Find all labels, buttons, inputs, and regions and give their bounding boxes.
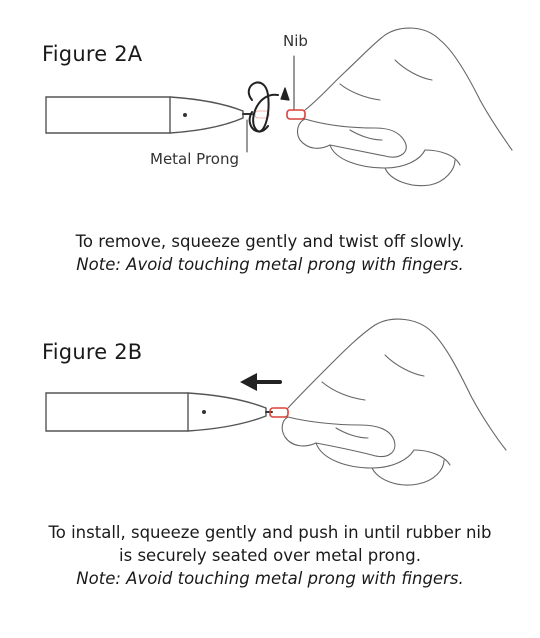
hand-figure-2a (298, 28, 512, 186)
install-instruction-line-1: To install, squeeze gently and push in until rubber nib (48, 523, 492, 542)
twist-arrow-icon (249, 82, 289, 131)
figure-2b-title: Figure 2B (42, 340, 143, 364)
pen-figure-2b (46, 393, 266, 431)
rubber-nib-2a (287, 110, 305, 119)
install-instruction-line-2: is securely seated over metal prong. (119, 546, 421, 565)
metal-prong-label: Metal Prong (150, 150, 240, 168)
figure-2a-title: Figure 2A (42, 42, 143, 66)
figure-2a-caption (0, 230, 540, 276)
figure-2b-caption (0, 521, 540, 590)
nib-label: Nib (283, 32, 308, 50)
figure-2a-note: Note: Avoid touching metal prong with fingers. (76, 255, 464, 274)
push-arrow-icon (240, 373, 280, 391)
hand-figure-2b (282, 319, 506, 485)
figure-2b-note: Note: Avoid touching metal prong with fingers. (76, 569, 464, 588)
pen-figure-2a (46, 97, 243, 133)
remove-instruction: To remove, squeeze gently and twist off slowly. (75, 232, 465, 251)
